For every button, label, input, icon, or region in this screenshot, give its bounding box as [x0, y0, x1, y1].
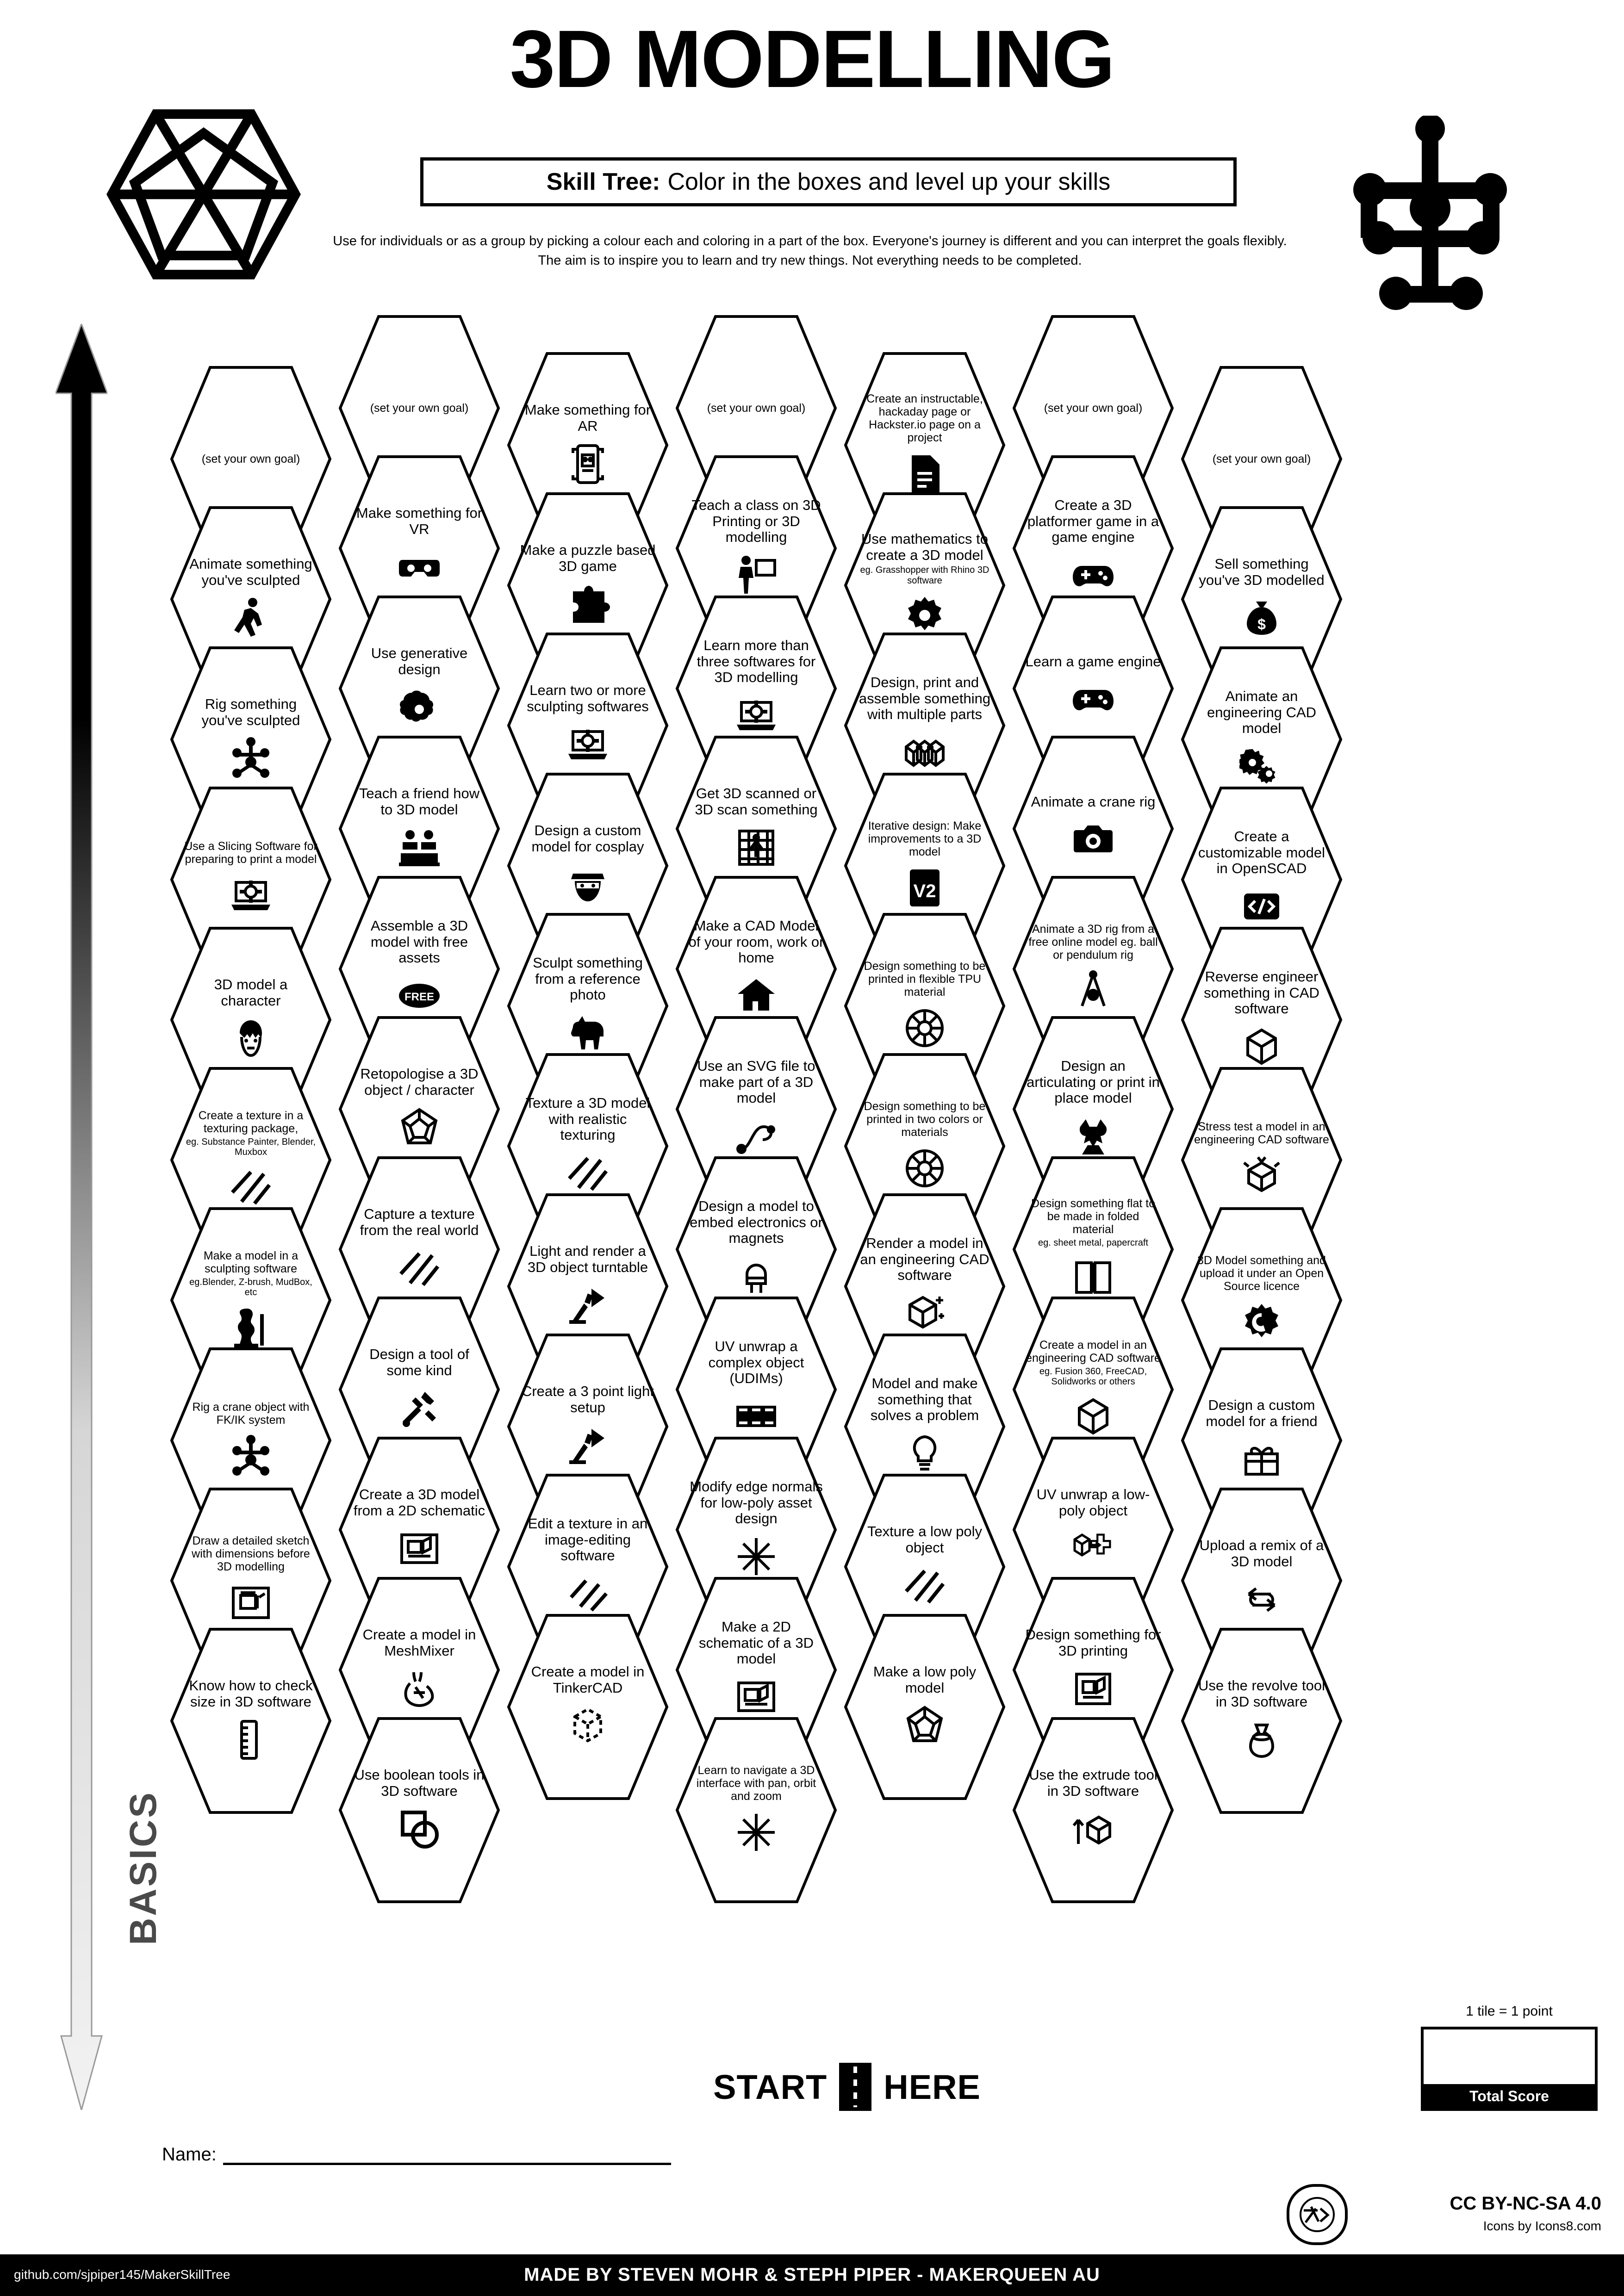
- icons-credit-text: Icons by Icons8.com: [1483, 2219, 1601, 2233]
- svg-text:$: $: [1257, 615, 1266, 633]
- skill-tile-label: (set your own goal): [1212, 453, 1311, 465]
- skill-tile-label: Design something for 3D printing: [1025, 1626, 1161, 1659]
- start-here-marker: [662, 2059, 1032, 2115]
- skill-tile-label: Learn to navigate a 3D interface with pan, orbit and zoom: [696, 1764, 816, 1803]
- licence-text: CC BY-NC-SA 4.0: [1450, 2193, 1601, 2214]
- svg-text:FREE: FREE: [404, 991, 435, 1004]
- skill-tile-label: Iterative design: Make improvements to a 3D model: [868, 819, 982, 858]
- skill-tile-label: Make something for AR: [524, 402, 651, 434]
- gamepad-icon: [1071, 675, 1115, 723]
- skill-tile-label: Learn a game engine: [1025, 653, 1161, 670]
- normals-icon: [734, 1808, 778, 1856]
- filament-spool-icon: [902, 1144, 947, 1192]
- teaching-icon: [397, 824, 442, 872]
- uv-unwrap-icon: [1071, 1525, 1115, 1573]
- name-input[interactable]: [223, 2142, 671, 2165]
- skill-tile-label: Design something flat to be made in folded material: [1031, 1197, 1156, 1236]
- skill-tile-label: Make a puzzle based 3D game: [520, 542, 656, 574]
- skill-tile-label: Capture a texture from the real world: [360, 1206, 479, 1238]
- hatch-texture-icon: [397, 1244, 442, 1292]
- skill-tile-label: UV unwrap a low-poly object: [1036, 1486, 1150, 1519]
- skill-tile-label: Create a texture in a texturing package,: [198, 1109, 304, 1135]
- skill-tile-label: Design an articulating or print in place model: [1027, 1057, 1160, 1106]
- code-brackets-icon: [1239, 882, 1284, 931]
- brain-gear-icon: [397, 683, 442, 732]
- cube-icon: [1239, 1023, 1284, 1071]
- skill-tile-label: Animate a crane rig: [1031, 793, 1156, 810]
- vr-headset-icon: [397, 543, 442, 591]
- skill-tile-note: eg. sheet metal, papercraft: [1038, 1237, 1148, 1248]
- led-icon: [734, 1252, 778, 1300]
- skill-tile-label: (set your own goal): [370, 402, 469, 415]
- start-label: START: [713, 2067, 828, 2106]
- boolean-shapes-icon: [397, 1805, 442, 1853]
- remix-arrows-icon: [1239, 1576, 1284, 1624]
- hatch-texture-icon: [566, 1149, 610, 1197]
- presenter-icon: [734, 551, 778, 599]
- polygon-mesh-icon: [902, 1702, 947, 1750]
- skill-tile-label: Animate something you've sculpted: [189, 556, 312, 588]
- skill-tile-label: Draw a detailed sketch with dimensions before 3D modelling: [192, 1534, 310, 1573]
- bunny-mesh-icon: [397, 1665, 442, 1713]
- here-label: HERE: [884, 2067, 981, 2106]
- svg-text:V2: V2: [913, 881, 936, 901]
- skill-tile-label: Design something to be printed in flexible TPU material: [864, 960, 986, 999]
- skill-tile-label: Light and render a 3D object turntable: [527, 1243, 648, 1275]
- rig-skeleton-icon: [229, 1432, 273, 1480]
- footer-credit: MADE BY STEVEN MOHR & STEPH PIPER - MAKERQUEEN AU: [524, 2265, 1100, 2285]
- skill-tile-note: eg. Fusion 360, FreeCAD, Solidworks or others: [1039, 1366, 1147, 1387]
- skill-tile-label: Design a custom model for a friend: [1206, 1397, 1318, 1429]
- skill-tile-label: Make a 2D schematic of a 3D model: [698, 1618, 814, 1667]
- skill-tile-label: Design a tool of some kind: [369, 1346, 469, 1378]
- schematic-icon: [397, 1525, 442, 1573]
- skill-tile-label: Texture a low poly object: [867, 1523, 983, 1556]
- pendulum-icon: [1071, 967, 1115, 1015]
- studio-light-icon: [566, 1421, 610, 1470]
- vase-revolve-icon: [1239, 1716, 1284, 1764]
- skill-tile-label: Texture a 3D model with realistic texturing: [525, 1094, 650, 1143]
- subtitle-strong: Skill Tree:: [546, 168, 660, 195]
- skill-tile-label: Create a model in MeshMixer: [362, 1626, 476, 1659]
- tools-icon: [397, 1384, 442, 1433]
- lightbulb-icon: [902, 1429, 947, 1477]
- skill-tile-label: Reverse engineer something in CAD software: [1204, 968, 1319, 1017]
- skill-tile-label: Create a 3D model from a 2D schematic: [353, 1486, 485, 1519]
- skill-tile-label: Know how to check size in 3D software: [189, 1677, 313, 1710]
- skill-tile-label: Assemble a 3D model with free assets: [370, 917, 468, 966]
- skill-tile-label: Design a custom model for cosplay: [531, 822, 644, 855]
- money-bag-icon: [1239, 594, 1284, 642]
- skill-tile-label: Animate a 3D rig from a free online model eg. ball or pendulum rig: [1028, 923, 1158, 962]
- skill-tile-label: Use boolean tools in 3D software: [354, 1767, 485, 1799]
- skill-tile-label: Design a model to embed electronics or magnets: [690, 1198, 823, 1247]
- skill-tile-label: Create a 3 point light setup: [521, 1383, 654, 1415]
- skill-tile-label: Create a model in an engineering CAD software: [1026, 1338, 1161, 1365]
- folded-paper-icon: [1071, 1253, 1115, 1302]
- skill-tile-label: Learn more than three softwares for 3D modelling: [697, 637, 816, 686]
- skill-tile-label: Make a CAD Model of your room, work or home: [688, 917, 824, 966]
- technical-drawing-icon: [229, 1579, 273, 1627]
- name-field[interactable]: [162, 2142, 671, 2165]
- sculpture-icon: [229, 1303, 273, 1351]
- skill-tile-label: Create an instructable, hackaday page or Hackster.io page on a project: [866, 392, 983, 444]
- laptop-gear-icon: [566, 720, 610, 769]
- camera-icon: [1071, 815, 1115, 863]
- skill-tile-label: Teach a class on 3D Printing or 3D modelling: [691, 496, 821, 546]
- skill-tile-label: (set your own goal): [707, 402, 806, 415]
- axis-label-advanced: ADVANCED: [127, 491, 169, 719]
- skill-tile-label: Upload a remix of a 3D model: [1199, 1537, 1324, 1570]
- skill-tile-label: Create a customizable model in OpenSCAD: [1198, 828, 1325, 877]
- gamepad-icon: [1071, 551, 1115, 599]
- skill-tile[interactable]: [338, 1717, 500, 1904]
- skill-tile-label: Use mathematics to create a 3D model: [861, 530, 988, 563]
- cube-dashed-icon: [566, 1702, 610, 1750]
- skill-tile-label: Sell something you've 3D modelled: [1199, 556, 1325, 588]
- skill-tile[interactable]: [507, 1613, 669, 1800]
- puzzle-piece-icon: [566, 580, 610, 628]
- road-icon: [839, 2063, 871, 2111]
- skill-tile-label: Create a model in TinkerCAD: [531, 1663, 645, 1696]
- skill-tile-label: (set your own goal): [201, 453, 300, 465]
- skill-tile-label: Model and make something that solves a problem: [870, 1375, 979, 1424]
- dog-reference-icon: [566, 1009, 610, 1057]
- skill-tile[interactable]: [844, 1613, 1006, 1800]
- skill-tile-label: Use an SVG file to make part of a 3D model: [697, 1057, 815, 1106]
- skill-tile-label: Render a model in an engineering CAD software: [860, 1235, 989, 1284]
- skill-tile-label: Rig a crane object with FK/IK system: [192, 1401, 310, 1427]
- stress-test-icon: [1239, 1152, 1284, 1200]
- skill-tile-label: Use generative design: [371, 645, 468, 677]
- multi-part-boxes-icon: [902, 728, 947, 776]
- skill-tile-label: 3D model a character: [214, 976, 288, 1009]
- skill-tile-label: Design, print and assemble something with multiple parts: [859, 674, 991, 723]
- skill-tile-note: eg. Substance Painter, Blender, Muxbox: [186, 1136, 316, 1157]
- schematic-icon: [734, 1673, 778, 1721]
- axis-label-basics: BASICS: [122, 1791, 164, 1945]
- name-label: Name:: [162, 2144, 217, 2165]
- studio-light-icon: [566, 1281, 610, 1329]
- character-head-icon: [229, 1015, 273, 1063]
- skill-tile-label: Make a model in a sculpting software: [203, 1249, 299, 1275]
- skill-tile-note: eg. Grasshopper with Rhino 3D software: [860, 565, 989, 586]
- filament-spool-icon: [902, 1004, 947, 1052]
- instructions-text: Use for individuals or as a group by picking a colour each and coloring in a part of the box. Everyone's journey is different and you can interpret the goals flexibly. The aim is to inspire you to learn and try new things. Not everything needs to be completed.: [333, 234, 1287, 268]
- skill-tile[interactable]: [1181, 1627, 1343, 1814]
- subtitle-rest: Color in the boxes and level up your skills: [667, 168, 1111, 195]
- skill-tile-label: Learn two or more sculpting softwares: [527, 682, 649, 714]
- walking-figure-icon: [229, 594, 273, 642]
- skill-tile-label: Rig something you've sculpted: [201, 696, 300, 728]
- footer-github-link[interactable]: github.com/sjpiper145/MakerSkillTree: [14, 2267, 230, 2282]
- licence-block: [1277, 2193, 1601, 2234]
- skill-tile-label: (set your own goal): [1044, 402, 1143, 415]
- skill-tile[interactable]: [170, 1627, 332, 1814]
- svg-curve-icon: [734, 1112, 778, 1160]
- skill-tile[interactable]: [675, 1717, 837, 1904]
- extrude-icon: [1071, 1805, 1115, 1853]
- skill-tile[interactable]: [1012, 1717, 1174, 1904]
- skill-tile-label: Use the revolve tool in 3D software: [1198, 1677, 1325, 1710]
- normals-icon: [734, 1533, 778, 1581]
- skill-tile-label: Make something for VR: [356, 505, 483, 537]
- open-source-gear-icon: [1239, 1298, 1284, 1347]
- cube-sparkle-icon: [902, 1289, 947, 1337]
- free-badge-icon: [397, 972, 442, 1020]
- tile-point-rule: 1 tile = 1 point: [1466, 2004, 1553, 2019]
- total-score-box[interactable]: [1421, 2004, 1598, 2111]
- skill-tile-label: Use a Slicing Software for preparing to print a model: [184, 840, 317, 866]
- skill-tile-label: Create a 3D platformer game in a game engine: [1027, 496, 1159, 546]
- skill-tile-label: Animate an engineering CAD model: [1207, 688, 1317, 737]
- skill-tile-label: Stress test a model in an engineering CAD software: [1194, 1120, 1329, 1146]
- cube-icon: [1071, 1392, 1115, 1440]
- skill-tile-label: Sculpt something from a reference photo: [533, 954, 643, 1003]
- skill-tile-note: eg.Blender, Z-brush, MudBox, etc: [189, 1277, 312, 1297]
- gift-icon: [1239, 1435, 1284, 1483]
- ar-phone-icon: [566, 440, 610, 488]
- body-scan-icon: [734, 824, 778, 872]
- version-two-icon: [902, 864, 947, 912]
- ruler-icon: [229, 1716, 273, 1764]
- skill-tile-label: Edit a texture in an image-editing software: [528, 1515, 648, 1564]
- document-icon: [902, 450, 947, 498]
- skill-tile-label: Teach a friend how to 3D model: [359, 785, 480, 818]
- laptop-gear-icon: [734, 691, 778, 739]
- gears-icon: [1239, 742, 1284, 790]
- skill-tile-label: Get 3D scanned or 3D scan something: [695, 785, 818, 818]
- hatch-texture-icon: [902, 1562, 947, 1610]
- texture-edit-icon: [566, 1570, 610, 1618]
- skill-tile-label: Use the extrude tool in 3D software: [1029, 1767, 1157, 1799]
- hatch-texture-icon: [229, 1163, 273, 1211]
- skill-tile-label: 3D Model something and upload it under an Open Source licence: [1197, 1254, 1326, 1293]
- skill-tile-label: Retopologise a 3D object / character: [360, 1066, 479, 1098]
- house-icon: [734, 972, 778, 1020]
- skill-tile-label: Make a low poly model: [873, 1663, 977, 1696]
- skill-tile-label: UV unwrap a complex object (UDIMs): [708, 1338, 804, 1387]
- total-score-label: Total Score: [1424, 2084, 1595, 2108]
- uv-tiles-icon: [734, 1392, 778, 1440]
- print-blueprint-icon: [1071, 1665, 1115, 1713]
- skill-tile-label: Design something to be printed in two colors or materials: [864, 1100, 986, 1139]
- articulated-dragon-icon: [1071, 1112, 1115, 1160]
- page-title: 3D MODELLING: [510, 14, 1114, 105]
- footer-bar: [0, 2254, 1624, 2296]
- laptop-gear-icon: [229, 871, 273, 919]
- polygon-mesh-icon: [397, 1104, 442, 1152]
- skill-tile-label: Modify edge normals for low-poly asset design: [690, 1478, 823, 1527]
- rig-skeleton-icon: [229, 734, 273, 782]
- cosplay-mask-icon: [566, 861, 610, 909]
